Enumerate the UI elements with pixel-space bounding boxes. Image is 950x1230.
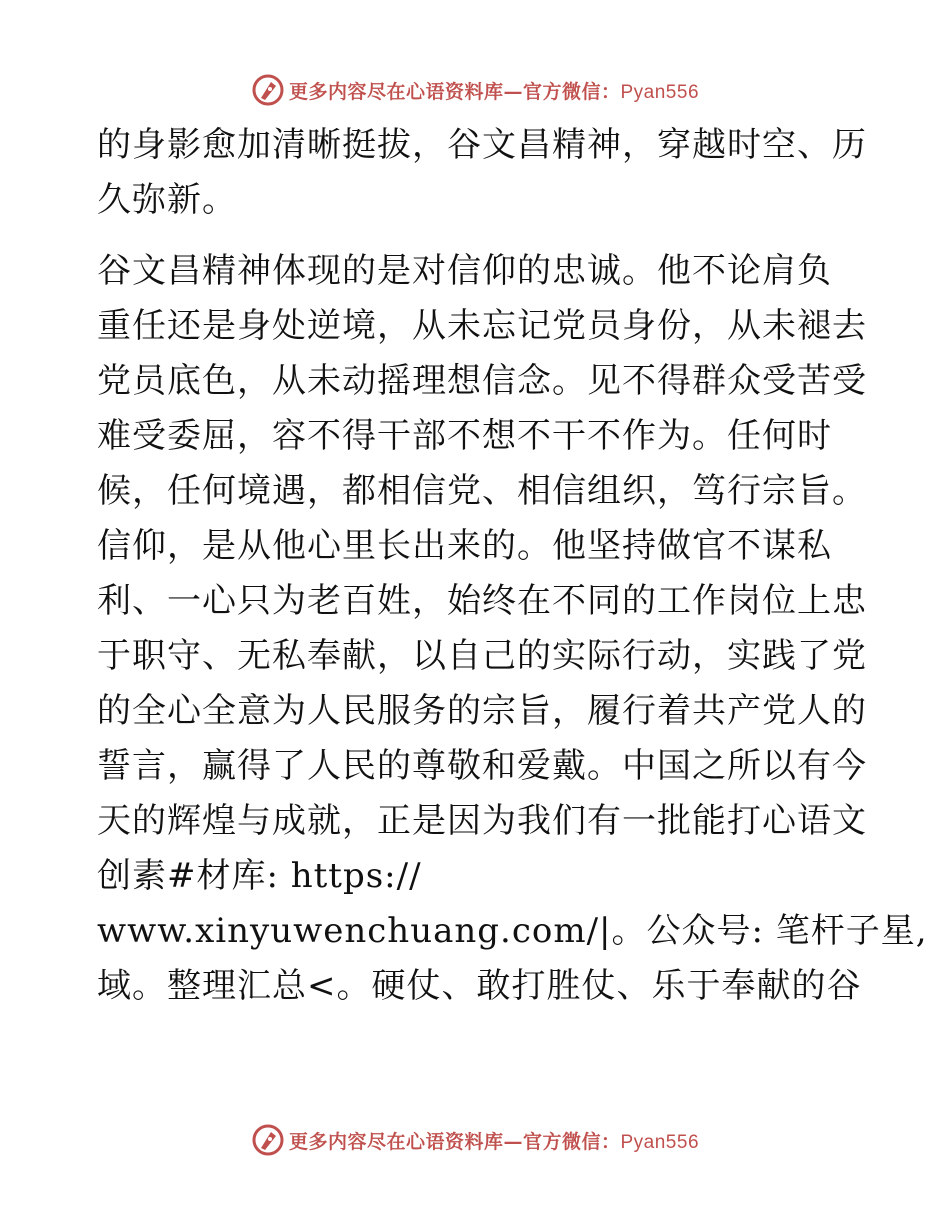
text-line: 利、一心只为老百姓，始终在不同的工作岗位上忠 [97, 581, 867, 621]
paragraph-1 [97, 118, 867, 228]
paragraph-2 [97, 244, 928, 1014]
text-line: 的身影愈加清晰挺拔，谷文昌精神，穿越时空、历 [97, 125, 867, 165]
text-line: 的全心全意为人民服务的宗旨，履行着共产党人的 [97, 691, 867, 731]
pen-nib-circle-icon [251, 73, 285, 107]
text-line: 候，任何境遇，都相信党、相信组织，笃行宗旨。 [97, 471, 867, 511]
header-banner-text: 更多内容尽在心语资料库—官方微信：Pyan556 [288, 80, 700, 103]
text-line: 天的辉煌与成就，正是因为我们有一批能打心语文 [97, 801, 867, 841]
text-line: 誓言，赢得了人民的尊敬和爱戴。中国之所以有今 [97, 746, 867, 786]
pen-nib-circle-icon [251, 1123, 285, 1157]
text-line: 党员底色，从未动摇理想信念。见不得群众受苦受 [97, 361, 867, 401]
text-line: 谷文昌精神体现的是对信仰的忠诚。他不论肩负 [97, 251, 832, 291]
text-line: www.xinyuwenchuang.com/|。公众号: 笔杆子星, [97, 911, 928, 951]
footer-wechat-id: Pyan556 [620, 1131, 700, 1153]
text-line: 域。整理汇总<。硬仗、敢打胜仗、乐于奉献的谷 [97, 966, 862, 1006]
footer-banner-text: 更多内容尽在心语资料库—官方微信：Pyan556 [288, 1130, 700, 1153]
header-wechat-id: Pyan556 [620, 81, 700, 103]
text-line: 久弥新。 [97, 180, 237, 220]
footer-banner [0, 1120, 950, 1160]
text-line: 创素#材库: https:// [97, 856, 422, 896]
document-body [97, 118, 928, 1014]
text-line: 重任还是身处逆境，从未忘记党员身份，从未褪去 [97, 306, 867, 346]
text-line: 信仰，是从他心里长出来的。他坚持做官不谋私 [97, 526, 832, 566]
header-banner [0, 70, 950, 110]
text-line: 于职守、无私奉献，以自己的实际行动，实践了党 [97, 636, 867, 676]
text-line: 难受委屈，容不得干部不想不干不作为。任何时 [97, 416, 832, 456]
